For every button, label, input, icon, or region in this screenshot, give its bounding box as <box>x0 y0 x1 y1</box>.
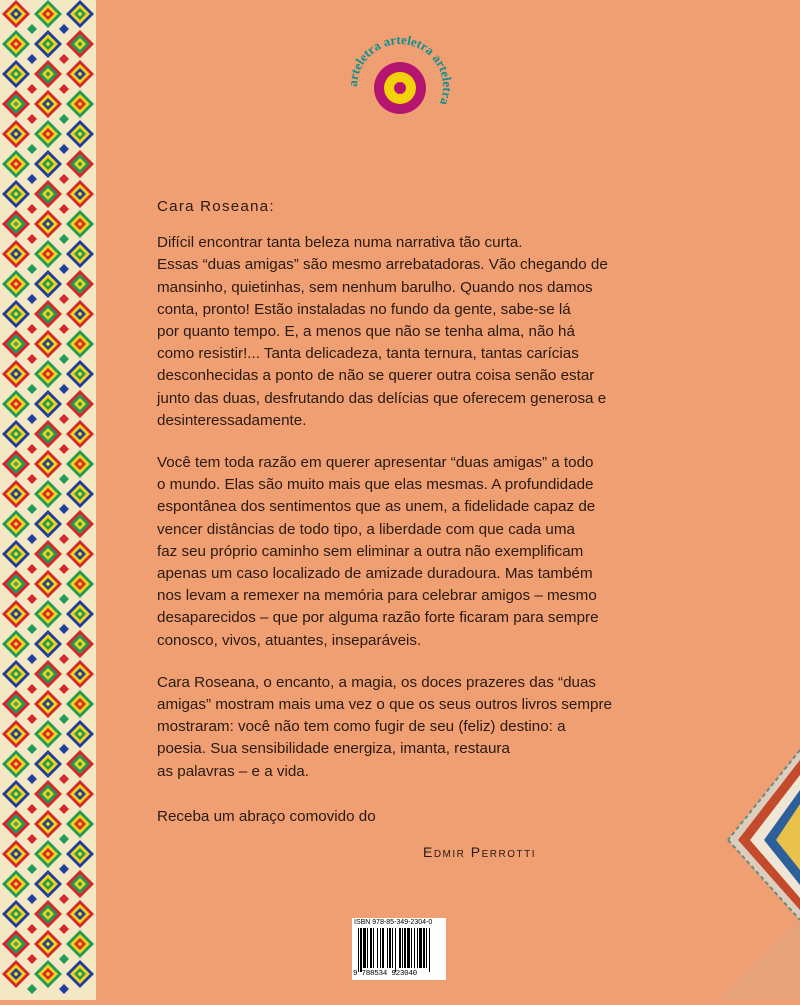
barcode-bar <box>380 928 381 968</box>
paragraph-line: nos levam a remexer na memória para celebrar amigos – mesmo <box>157 587 597 605</box>
barcode-bar <box>387 928 388 968</box>
barcode-digits: 9 788534 923040 <box>353 970 417 978</box>
barcode-bar <box>392 928 393 968</box>
paragraph-1 <box>157 232 677 432</box>
isbn-label: ISBN 978-85-349-2304-0 <box>354 919 433 926</box>
barcode-bar <box>404 928 406 968</box>
barcode-bar <box>377 928 378 968</box>
paragraph-line: desinteressadamente. <box>157 411 307 429</box>
paragraph-line: poesia. Sua sensibilidade energiza, imanta, restaura <box>157 740 510 758</box>
paragraph-line: Cara Roseana, o encanto, a magia, os doces prazeres das “duas <box>157 673 597 691</box>
svg-text:arteletra arteletra arteletra: arteletra arteletra arteletra <box>346 33 454 108</box>
barcode-bar <box>360 928 362 972</box>
isbn-barcode <box>352 918 446 980</box>
paragraph-line: como resistir!... Tanta delicadeza, tanta ternura, tantas carícias <box>157 345 579 363</box>
paragraph-line: conosco, vivos, atuantes, inseparáveis. <box>157 631 422 649</box>
barcode-bar <box>382 928 384 968</box>
letter-text <box>157 196 677 803</box>
salutation: Cara Roseana: <box>157 198 275 215</box>
barcode-bar <box>411 928 412 968</box>
paragraph-line: as palavras – e a vida. <box>157 762 309 780</box>
publisher-logo <box>346 33 454 141</box>
paragraph-line: apenas um caso localizado de amizade duradoura. Mas também <box>157 565 593 583</box>
barcode-bar <box>367 928 368 968</box>
barcode-bar <box>395 928 396 972</box>
barcode-bar <box>402 928 403 968</box>
paragraph-line: mansinho, quietinhas, sem nenhum barulho. Quando nos damos <box>157 278 593 296</box>
paragraph-line: o mundo. Elas são muito mais que elas mesmas. A profundidade <box>157 476 594 494</box>
barcode-bar <box>414 928 415 968</box>
paragraph-line: Você tem toda razão em querer apresentar “duas amigas” a todo <box>157 454 594 472</box>
barcode-bar <box>358 928 359 972</box>
paragraph-line: faz seu próprio caminho sem eliminar a outra não exemplificam <box>157 542 584 560</box>
barcode-bar <box>417 928 418 968</box>
paragraph-line: mostraram: você não tem como fugir de seu (feliz) destino: a <box>157 718 566 736</box>
paragraph-line: amigas” mostram mais uma vez o que os seus outros livros sempre <box>157 696 612 714</box>
barcode-bar <box>419 928 422 968</box>
barcode-bar <box>429 928 430 972</box>
signature: Edmir Perrotti <box>423 844 537 860</box>
paragraph-line: espontânea dos sentimentos que as unem, a fidelidade capaz de <box>157 498 596 516</box>
barcode-bar <box>389 928 391 968</box>
paragraph-line: vencer distâncias de todo tipo, a liberdade com que cada uma <box>157 520 575 538</box>
decorative-pattern-border <box>0 0 96 1000</box>
paragraph-line: conta, pronto! Estão instaladas no fundo da gente, sabe-se lá <box>157 300 571 318</box>
paragraph-line: por quanto tempo. E, a menos que não se tenha alma, não há <box>157 323 575 341</box>
paragraph-line: desaparecidos – que por alguma razão forte ficaram para sempre <box>157 609 599 627</box>
barcode-bar <box>399 928 401 968</box>
closing-line: Receba um abraço comovido do <box>157 808 376 825</box>
paragraph-3 <box>157 672 677 783</box>
paragraph-2 <box>157 452 677 652</box>
paragraph-line: Essas “duas amigas” são mesmo arrebatadoras. Vão chegando de <box>157 256 608 274</box>
paragraph-line: junto das duas, desfrutando das delícias que oferecem generosa e <box>157 389 607 407</box>
barcode-bar <box>407 928 410 968</box>
paragraph-line: desconhecidas a ponto de não se querer outra coisa senão estar <box>157 367 595 385</box>
barcode-bar <box>363 928 366 968</box>
barcode-bar <box>426 928 427 968</box>
decorative-rug-illustration <box>688 720 800 1000</box>
barcode-bar <box>423 928 425 968</box>
paragraph-line: Difícil encontrar tanta beleza numa narrativa tão curta. <box>157 234 523 252</box>
barcode-bar <box>370 928 372 968</box>
barcode-bar <box>373 928 374 968</box>
